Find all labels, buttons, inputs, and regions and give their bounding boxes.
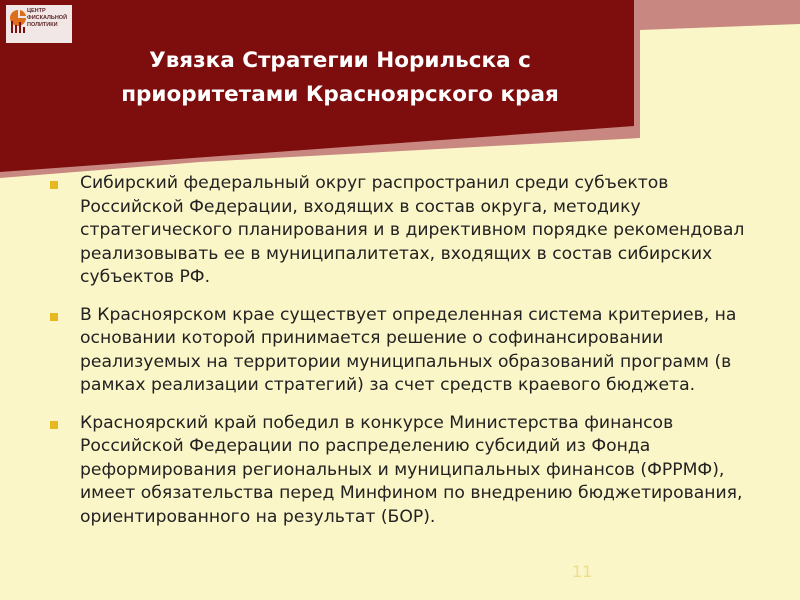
- slide-title: Увязка Стратегии Норильска с приоритетами Красноярского края: [121, 48, 559, 107]
- bullet-text: В Красноярском крае существует определенная система критериев, на основании которой принимается решение о софинансировании реализуемых на территории муниципальных образований программ (в рамках реализации стратегий) за счет средств краевого бюджета.: [80, 304, 737, 395]
- bullet-item: [48, 304, 768, 398]
- bullet-square-icon: [50, 181, 58, 189]
- logo-mark-icon: [9, 9, 27, 35]
- page-number: 11: [572, 562, 593, 581]
- bullet-item: [48, 412, 768, 530]
- logo: [6, 5, 72, 43]
- bullet-square-icon: [50, 313, 58, 321]
- logo-text: ЦЕНТР ФИСКАЛЬНОЙ ПОЛИТИКИ: [27, 8, 68, 28]
- bullet-text: Красноярский край победил в конкурсе Министерства финансов Российской Федерации по распределению субсидий из Фонда реформирования региональных и муниципальных финансов (ФРРМФ), имеет обязательства перед Минфином по внедрению бюджетирования, ориентированного на результат (БОР).: [80, 412, 743, 527]
- bullet-item: [48, 172, 768, 290]
- bullet-text: Сибирский федеральный округ распространил среди субъектов Российской Федерации, входящих в состав округа, методику стратегического планирования и в директивном порядке рекомендовал реализовывать ее в муниципалитетах, входящих в состав сибирских субъектов РФ.: [80, 173, 745, 287]
- bullet-square-icon: [50, 421, 58, 429]
- bullet-list: [48, 172, 768, 543]
